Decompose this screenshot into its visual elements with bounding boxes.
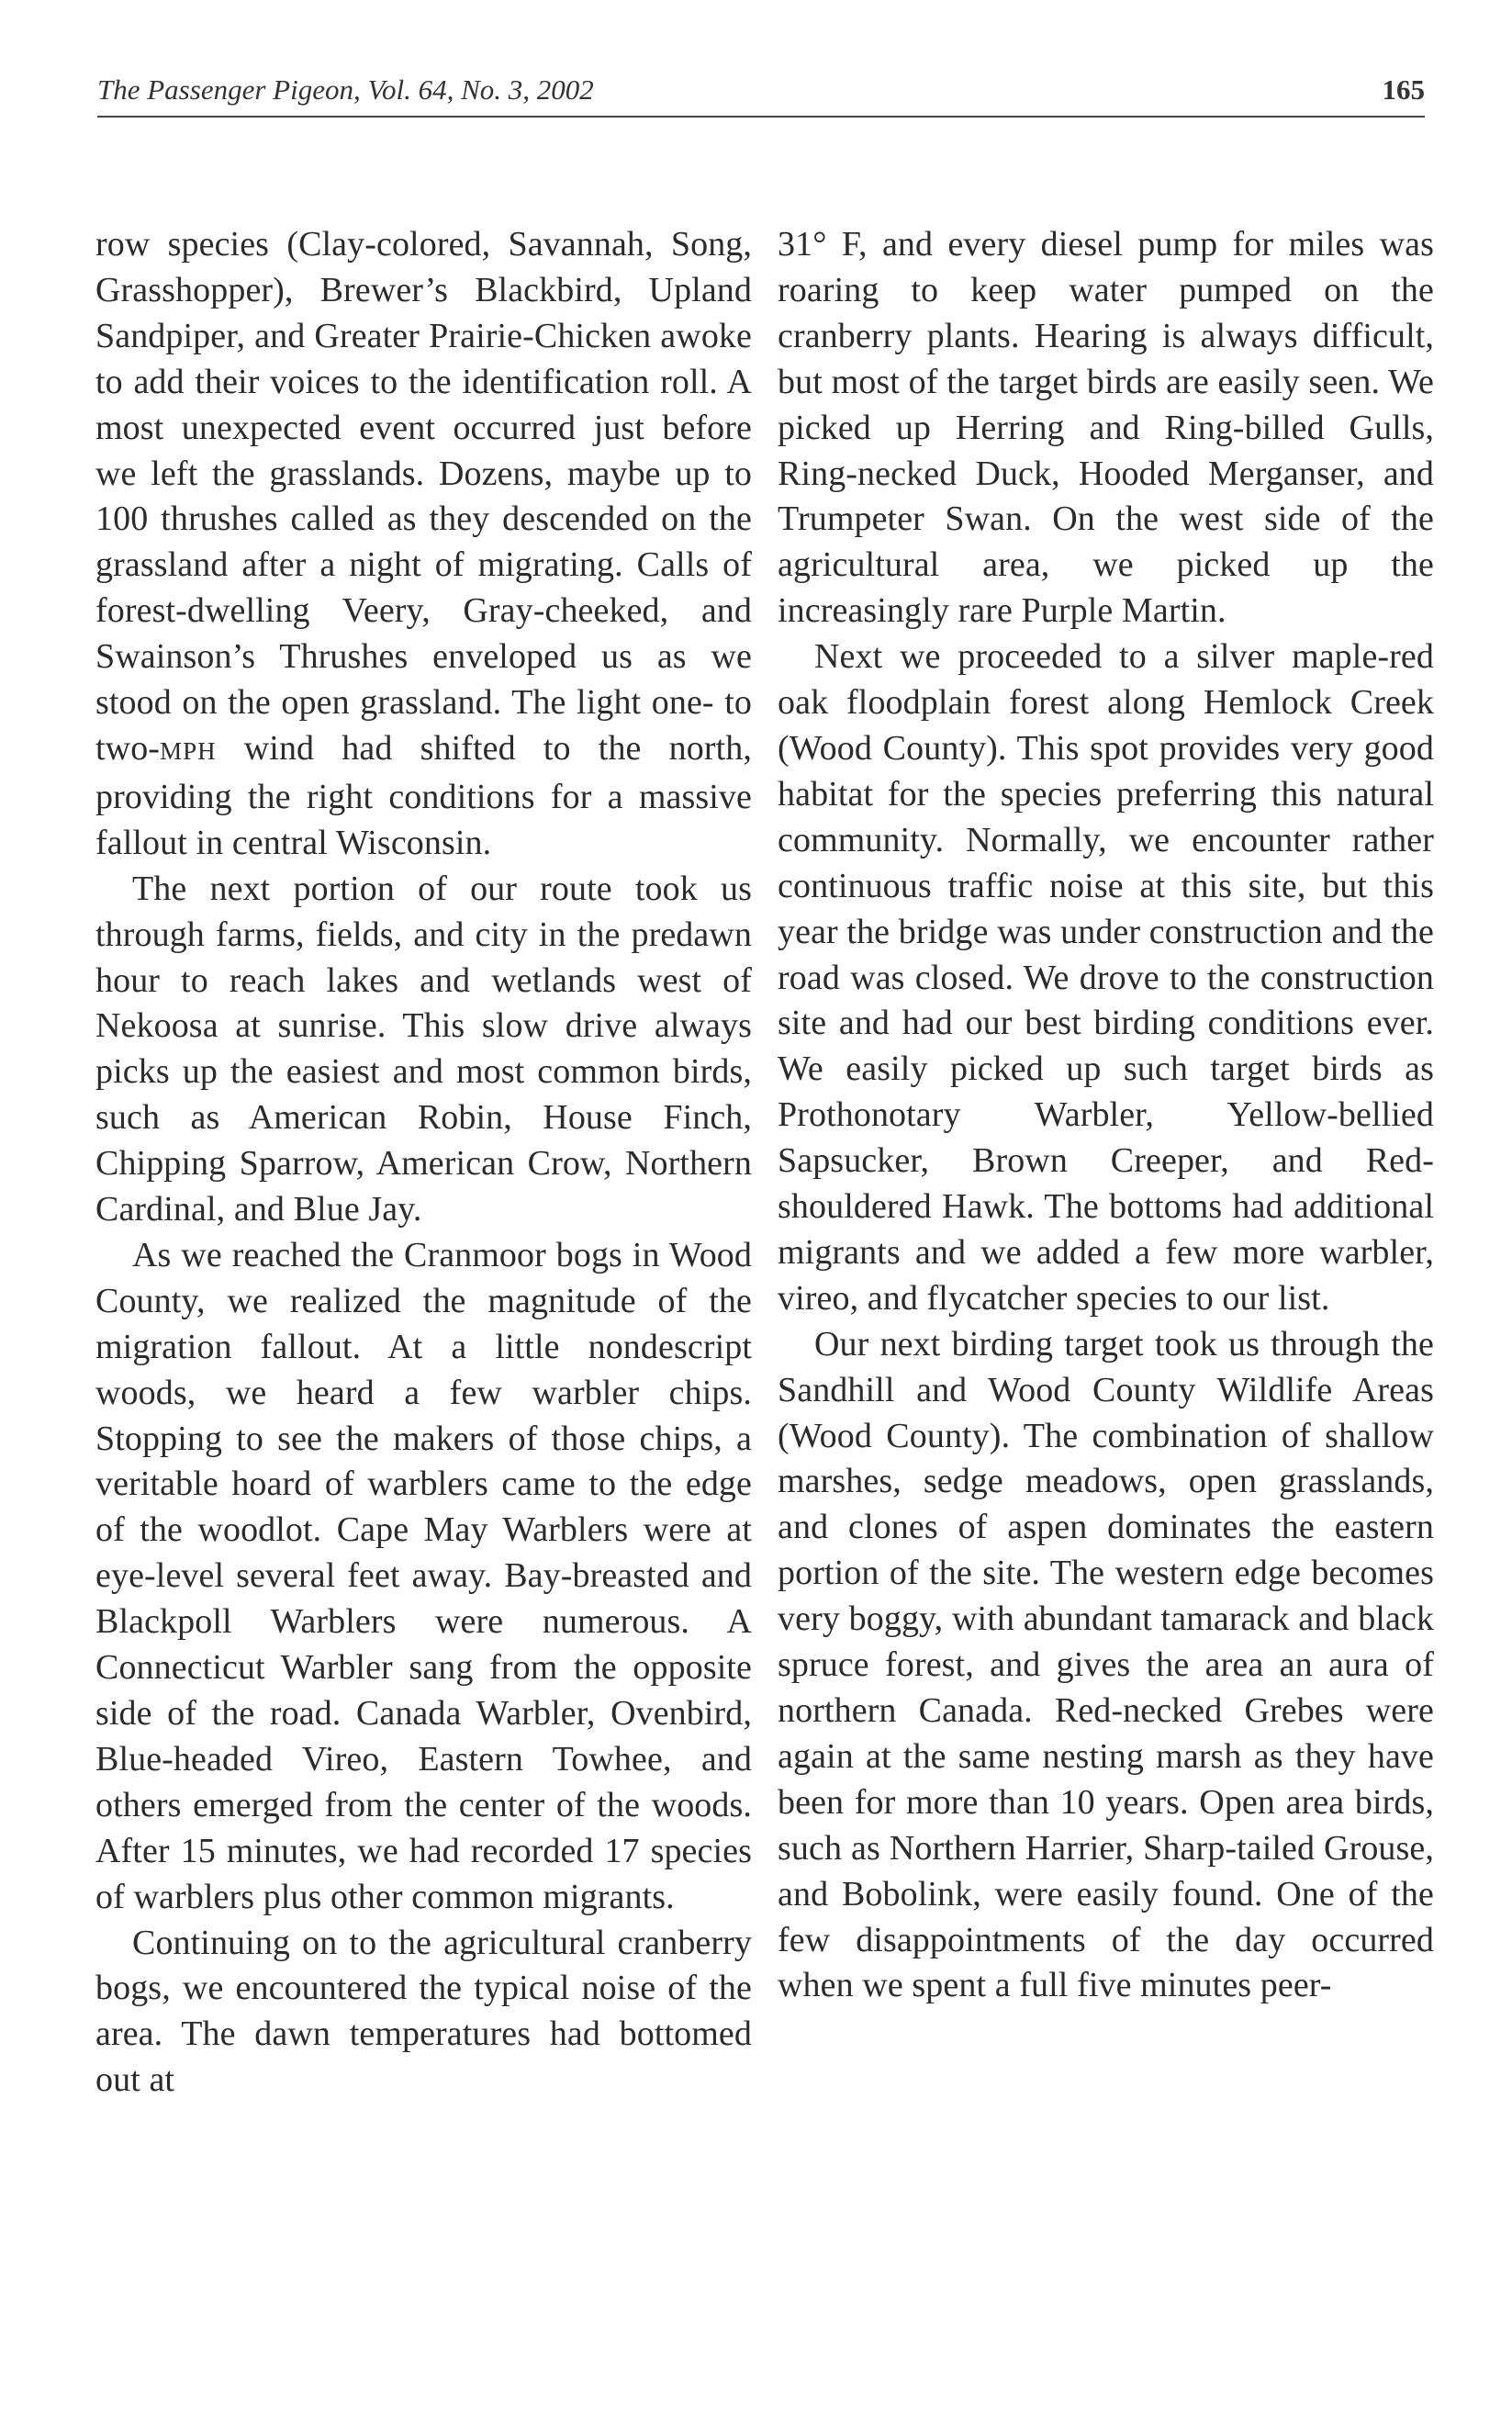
mph-unit: MPH [160, 736, 217, 765]
header-rule [97, 116, 1425, 118]
right-column [778, 222, 1434, 2009]
running-head [97, 72, 1425, 108]
paragraph: Continuing on to the agricultural cranberry bogs, we encountered the typical noise of the area. The dawn temperatures had bottomed out at [95, 1923, 752, 2100]
page-number: 165 [1382, 73, 1425, 106]
left-column [95, 222, 752, 2104]
paragraph: As we reached the Cranmoor bogs in Wood County, we realized the magnitude of the migration fallout. At a little nondescript woods, we heard a few warbler chips. Stopping to see the makers of those chips, a veritable hoard of warblers came to the edge of the woodlot. Cape May Warblers were at eye-level several feet away. Bay-breasted and Blackpoll Warblers were numerous. A Connecticut Warbler sang from the opposite side of the road. Canada Warbler, Ovenbird, Blue-headed Vireo, Eastern Towhee, and others emerged from the center of the woods. After 15 minutes, we had recorded 17 species of warblers plus other common migrants. [95, 1235, 752, 1916]
paragraph: Next we proceeded to a silver maple-red oak floodplain forest along Hemlock Creek (Wood County). This spot provides very good habitat for the species preferring this natural community. Normally, we encounter rather continuous traffic noise at this site, but this year the bridge was under construction and the road was closed. We drove to the construction site and had our best birding conditions ever. We easily picked up such target birds as Prothonotary Warbler, Yellow-bellied Sapsucker, Brown Creeper, and Red-shouldered Hawk. The bottoms had additional migrants and we added a few more warbler, vireo, and flycatcher species to our list. [778, 637, 1434, 1318]
paragraph: 31° F, and every diesel pump for miles was roaring to keep water pumped on the cranberry plants. Hearing is always difficult, but most of the target birds are easily seen. We picked up Herring and Ring-billed Gulls, Ring-necked Duck, Hooded Merganser, and Trumpeter Swan. On the west side of the agricultural area, we picked up the increasingly rare Purple Martin. [778, 225, 1434, 631]
journal-title: The Passenger Pigeon, Vol. 64, No. 3, 2002 [97, 73, 594, 106]
paragraph: The next portion of our route took us through farms, fields, and city in the predawn hour to reach lakes and wetlands west of Nekoosa at sunrise. This slow drive always picks up the easiest and most common birds, such as American Robin, House Finch, Chipping Sparrow, American Crow, Northern Cardinal, and Blue Jay. [95, 869, 752, 1229]
paragraph: row species (Clay-colored, Savannah, Song, Grasshopper), Brewer’s Blackbird, Upland Sandpiper, and Greater Prairie-Chicken awoke to add their voices to the identification roll. A most unexpected event occurred just before we left the grasslands. Dozens, maybe up to 100 thrushes called as they descended on the grassland after a night of migrating. Calls of forest-dwelling Veery, Gray-cheeked, and Swainson’s Thrushes enveloped us as we stood on the open grassland. The light one- to two-MPH wind had shifted to the north, providing the right conditions for a massive fallout in central Wisconsin. [95, 225, 752, 862]
paragraph: Our next birding target took us through the Sandhill and Wood County Wildlife Areas (Wood County). The combination of shallow marshes, sedge meadows, open grasslands, and clones of aspen dominates the eastern portion of the site. The western edge becomes very boggy, with abundant tamarack and black spruce forest, and gives the area an aura of northern Canada. Red-necked Grebes were again at the same nesting marsh as they have been for more than 10 years. Open area birds, such as Northern Harrier, Sharp-tailed Grouse, and Bobolink, were easily found. One of the few disappointments of the day occurred when we spent a full five minutes peer- [778, 1324, 1434, 2005]
